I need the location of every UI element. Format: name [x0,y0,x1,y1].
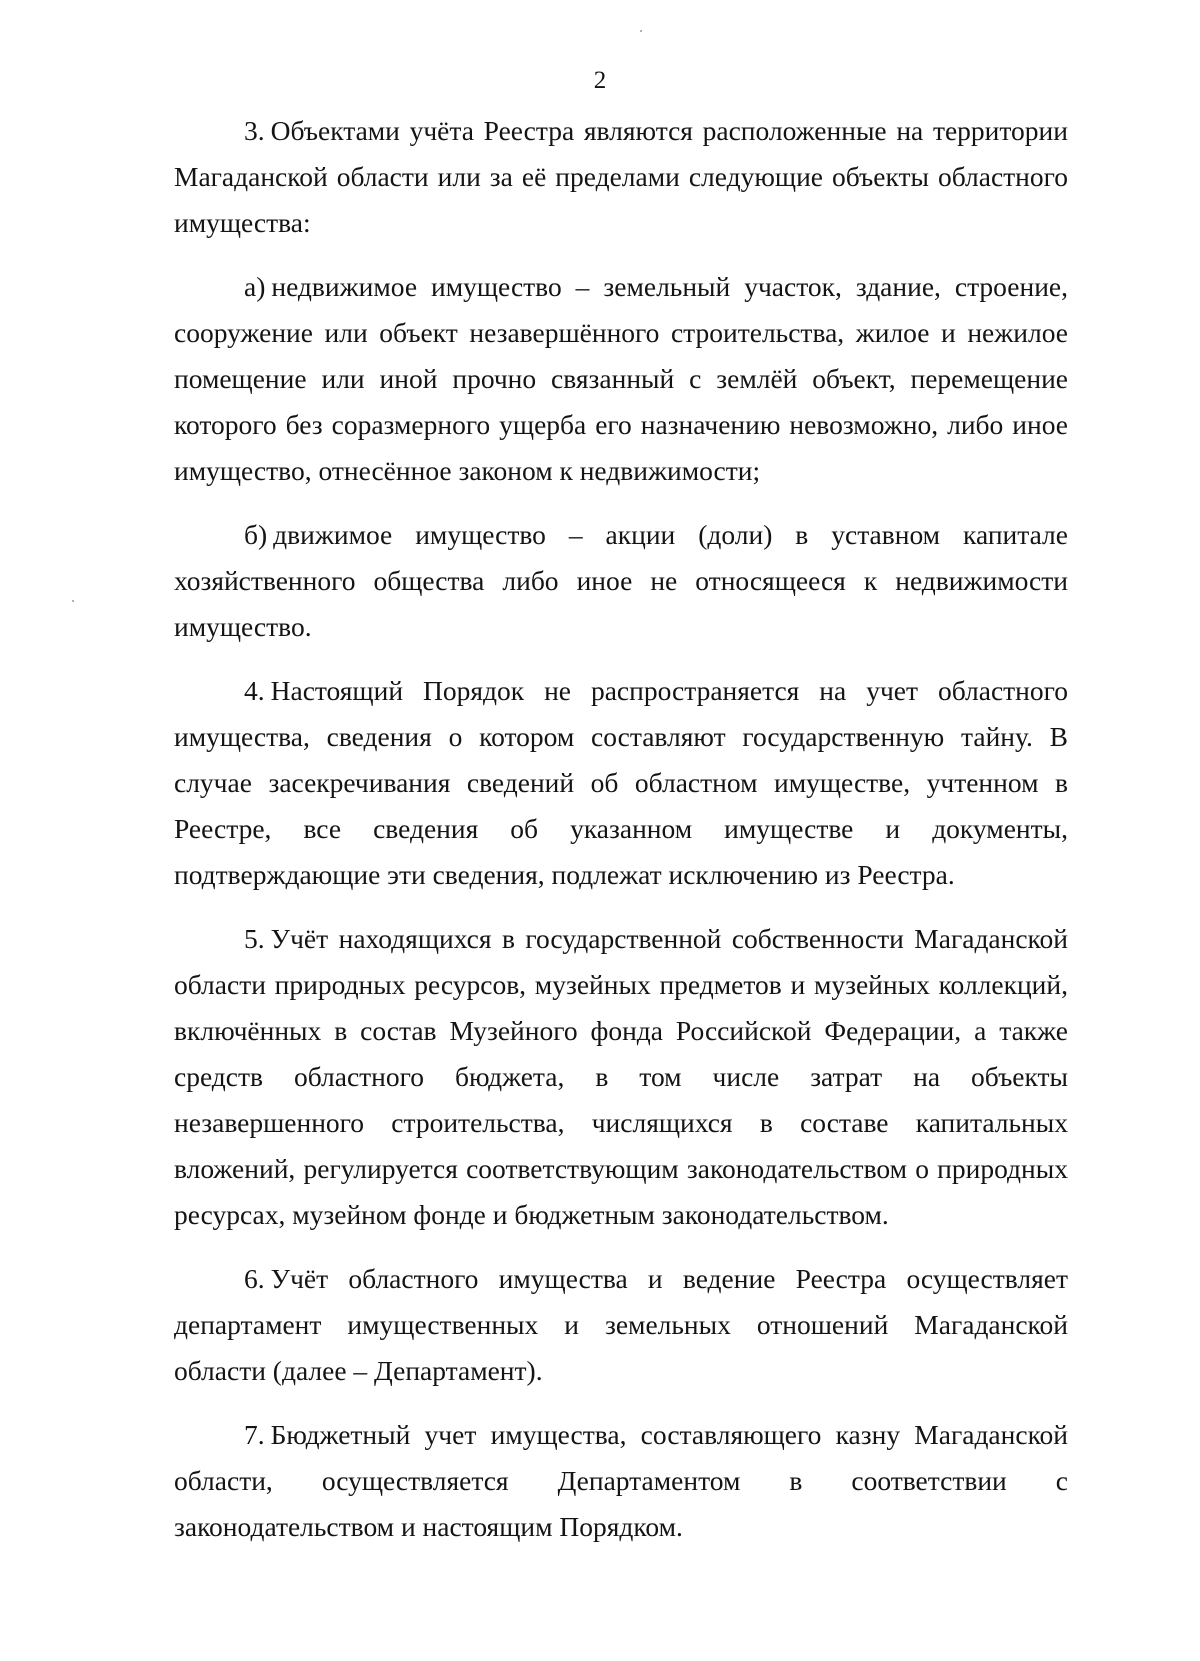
paragraph-text: движимое имущество – акции (доли) в уставном капитале хозяйственного общества либо иное не относящееся к недвижимости имущество. [174,519,1068,642]
paragraph-3a [174,264,1068,494]
paragraph-4 [174,668,1068,898]
paragraph-6 [174,1256,1068,1394]
paragraph-text: Объектами учёта Реестра являются расположенные на территории Магаданской области или за её пределами следующие объекты областного имущества: [174,115,1068,238]
paragraph-number: б) [244,519,268,550]
paragraph-number: 4. [244,675,265,706]
paragraph-5 [174,916,1068,1238]
paragraph-3b [174,512,1068,650]
paragraph-text: Учёт областного имущества и ведение Реестра осуществляет департамент имущественных и земельных отношений Магаданской области (далее – Департамент). [174,1263,1068,1386]
paragraph-number: а) [244,271,266,302]
paragraph-3 [174,108,1068,246]
document-body [174,108,1068,1568]
scan-speck [72,600,74,602]
paragraph-number: 5. [244,923,265,954]
paragraph-text: Настоящий Порядок не распространяется на учет областного имущества, сведения о котором составляют государственную тайну. В случае засекречивания сведений об областном имуществе, учтенном в Реестре, все сведения об указанном имуществе и документы, подтверждающие эти сведения, подлежат исключению из Реестра. [174,675,1068,890]
paragraph-text: недвижимое имущество – земельный участок, здание, строение, сооружение или объект незавершённого строительства, жилое и нежилое помещение или иной прочно связанный с землёй объект, перемещение которого без соразмерного ущерба его назначению невозможно, либо иное имущество, отнесённое законом к недвижимости; [174,271,1068,486]
paragraph-7 [174,1412,1068,1550]
page-number: 2 [593,67,607,94]
paragraph-number: 7. [244,1419,265,1450]
paragraph-text: Учёт находящихся в государственной собственности Магаданской области природных ресурсов, музейных предметов и музейных коллекций, включённых в состав Музейного фонда Российской Федерации, а также средств областного бюджета, в том числе затрат на объекты незавершенного строительства, числящихся в составе капитальных вложений, регулируется соответствующим законодательством о природных ресурсах, музейном фонде и бюджетным законодательством. [174,923,1068,1230]
paragraph-number: 6. [244,1263,265,1294]
scan-speck [640,30,642,32]
paragraph-text: Бюджетный учет имущества, составляющего казну Магаданской области, осуществляется Департаментом в соответствии с законодательством и настоящим Порядком. [174,1419,1068,1542]
paragraph-number: 3. [244,115,265,146]
